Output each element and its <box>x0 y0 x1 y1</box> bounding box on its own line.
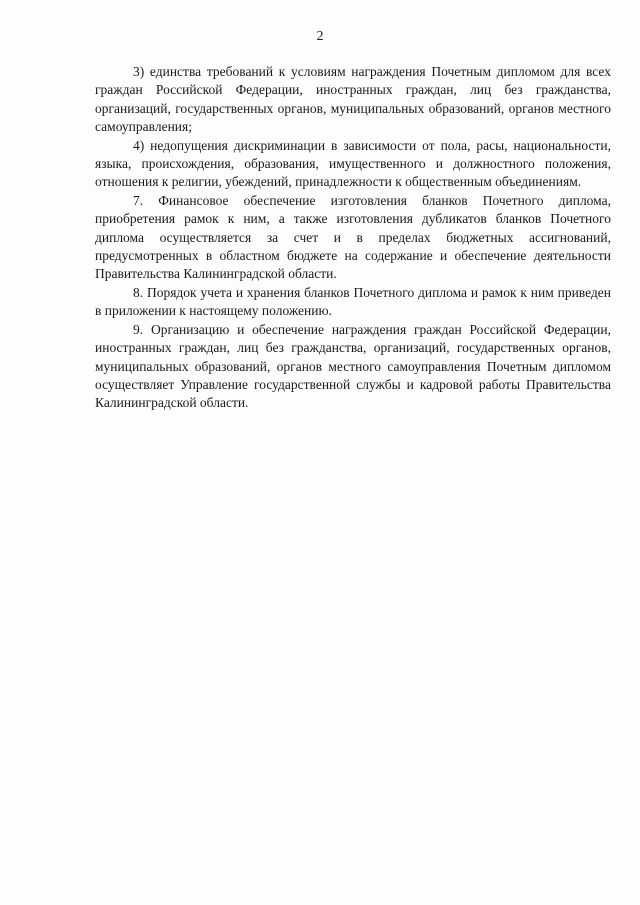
document-body <box>95 63 611 413</box>
paragraph-clause-7: 7. Финансовое обеспечение изготовления бланков Почетного диплома, приобретения рамок к ним, а также изготовления дубликатов бланков Почетного диплома осуществляется за счет и в пределах бюджетных ассигнований, предусмотренных в областном бюджете на содержание и обеспечение деятельности Правительства Калининградской области. <box>95 192 611 282</box>
paragraph-item-4: 4) недопущения дискриминации в зависимости от пола, расы, национальности, языка, происхождения, образования, имущественного и должностного положения, отношения к религии, убеждений, принадлежности к общественным объединениям. <box>95 137 611 190</box>
paragraph-item-3: 3) единства требований к условиям награждения Почетным дипломом для всех граждан Российской Федерации, иностранных граждан, лиц без гражданства, организаций, государственных органов, муниципальных образований, органов местного самоуправления; <box>95 64 611 135</box>
paragraph-clause-9: 9. Организацию и обеспечение награждения граждан Российской Федерации, иностранных граждан, лиц без гражданства, организаций, государственных органов, муниципальных образований, органов местного самоуправления Почетным дипломом осуществляет Управление государственной службы и кадровой работы Правительства Калининградской области. <box>95 321 611 411</box>
paragraph-clause-8: 8. Порядок учета и хранения бланков Почетного диплома и рамок к ним приведен в приложении к настоящему положению. <box>95 284 611 319</box>
page-number: 2 <box>316 29 324 44</box>
